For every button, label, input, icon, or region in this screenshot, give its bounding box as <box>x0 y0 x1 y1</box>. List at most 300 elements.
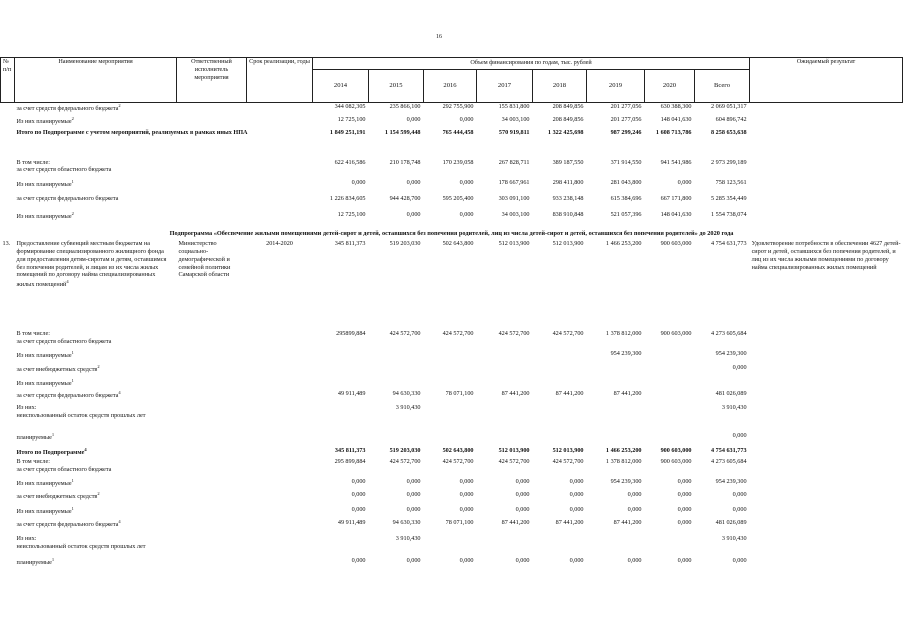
footnote-mark: 1 <box>71 378 74 384</box>
total-cell: 4 754 631,773 <box>710 447 747 455</box>
value-cell <box>424 350 477 364</box>
row-label <box>15 378 313 390</box>
row-label <box>15 447 313 458</box>
row-number <box>1 458 15 478</box>
footnote-mark: 2 <box>71 115 74 121</box>
row-number <box>1 129 15 159</box>
value-cell <box>424 404 477 432</box>
value-cell: 298 411,800 <box>552 178 584 186</box>
total-cell: 604 896,742 <box>715 115 747 123</box>
row-number <box>1 491 15 506</box>
value-cell <box>533 364 587 378</box>
row-number <box>1 506 15 519</box>
total-cell: 0,000 <box>732 364 747 372</box>
col-responsible-header: Ответственный исполнитель мероприятия <box>177 58 247 103</box>
result-cell <box>750 390 903 404</box>
value-cell: 94 630,330 <box>392 390 421 398</box>
value-cell: 201 277,056 <box>610 103 642 110</box>
value-cell: 295 899,884 <box>334 458 366 466</box>
row-label <box>15 179 313 195</box>
table-row <box>1 557 903 574</box>
row-label <box>15 330 313 350</box>
total-cell: 481 026,089 <box>715 390 747 398</box>
row-label <box>15 432 313 447</box>
row-label-text: за счет средств федерального бюджета <box>16 521 119 529</box>
value-cell <box>645 378 695 390</box>
col-funding-header: Объем финансирования по годам, тыс. рублей <box>313 58 750 70</box>
total-cell: 2 069 051,317 <box>710 103 747 110</box>
value-cell: 512 013,900 <box>552 240 584 248</box>
value-cell: 0,000 <box>406 178 421 186</box>
result-cell <box>750 557 903 574</box>
row-label-text: за счет средств федерального бюджета <box>16 392 119 400</box>
value-cell: 0,000 <box>459 491 474 499</box>
value-cell <box>477 378 533 390</box>
row-number <box>1 378 15 390</box>
row-label-text: Из них планируемые <box>16 180 72 188</box>
row-label <box>15 159 313 179</box>
value-cell <box>645 535 695 557</box>
value-cell: 630 388,300 <box>660 103 692 110</box>
value-cell <box>587 364 645 378</box>
row-label <box>15 195 313 211</box>
value-cell: 0,000 <box>406 210 421 218</box>
table-row <box>1 350 903 364</box>
value-cell: 900 603,000 <box>660 330 692 338</box>
total-cell <box>695 378 750 390</box>
total-cell: 5 285 354,449 <box>710 194 747 202</box>
value-cell: 521 057,396 <box>610 210 642 218</box>
total-cell: 8 258 653,638 <box>710 128 747 136</box>
value-cell: 208 849,856 <box>552 103 584 110</box>
table-row <box>1 478 903 491</box>
value-cell: 954 239,300 <box>610 478 642 486</box>
value-cell: 900 603,000 <box>660 240 692 248</box>
table-row <box>1 378 903 390</box>
period-cell: 2014-2020 <box>266 240 293 248</box>
row-number <box>1 116 15 129</box>
row-label <box>15 535 313 557</box>
value-cell: 201 277,056 <box>610 115 642 123</box>
value-cell: 148 041,630 <box>660 210 692 218</box>
value-cell <box>313 350 369 364</box>
value-cell: 87 441,200 <box>613 519 642 527</box>
result-cell <box>750 535 903 557</box>
value-cell: 1 466 253,200 <box>605 447 642 455</box>
row-label-text: В том числе: за счет средств областного бюджета <box>16 158 112 174</box>
total-cell: 4 754 631,773 <box>710 240 747 248</box>
value-cell <box>313 378 369 390</box>
value-cell: 502 643,800 <box>442 447 474 455</box>
value-cell <box>645 364 695 378</box>
row-number <box>1 390 15 404</box>
value-cell: 303 091,100 <box>498 194 530 202</box>
total-cell: 954 239,300 <box>715 350 747 358</box>
total-header: Всего <box>695 70 750 103</box>
footnote-mark: 2 <box>97 491 100 497</box>
value-cell: 0,000 <box>677 178 692 186</box>
footnote-mark: 4 <box>66 279 69 285</box>
value-cell <box>533 404 587 432</box>
value-cell: 0,000 <box>351 506 366 514</box>
value-cell: 34 003,100 <box>501 210 530 218</box>
year-header: 2016 <box>424 70 477 103</box>
value-cell: 3 910,430 <box>395 404 421 412</box>
total-cell: 481 026,089 <box>715 519 747 527</box>
value-cell: 1 322 425,698 <box>547 128 584 136</box>
result-cell <box>750 478 903 491</box>
value-cell <box>313 364 369 378</box>
value-cell: 0,000 <box>677 519 692 527</box>
value-cell: 0,000 <box>351 557 366 565</box>
table-row <box>1 519 903 535</box>
result-cell <box>750 350 903 364</box>
value-cell: 235 866,100 <box>389 103 421 110</box>
value-cell <box>369 350 424 364</box>
value-cell: 622 416,586 <box>334 158 366 166</box>
row-number <box>1 478 15 491</box>
result-cell <box>750 116 903 129</box>
responsible-cell: Министерство социально-демографической и семейной политики Самарской области <box>178 240 231 279</box>
footnote-mark: 1 <box>71 506 74 512</box>
col-period-header: Срок реализации, годы <box>247 58 313 103</box>
total-cell: 0,000 <box>732 432 747 440</box>
total-cell: 4 273 605,684 <box>710 330 747 338</box>
financing-table <box>0 57 903 574</box>
table-row <box>1 179 903 195</box>
value-cell: 0,000 <box>627 506 642 514</box>
table-row <box>1 211 903 227</box>
value-cell: 155 831,800 <box>498 103 530 110</box>
value-cell: 267 828,711 <box>498 158 530 166</box>
footnote-mark: 1 <box>71 350 74 356</box>
value-cell <box>369 378 424 390</box>
value-cell: 292 755,900 <box>442 103 474 110</box>
result-cell <box>750 404 903 432</box>
value-cell: 178 667,961 <box>498 178 530 186</box>
row-label-text: Из них планируемые <box>16 352 72 360</box>
value-cell: 389 187,550 <box>552 158 584 166</box>
row-number <box>1 211 15 227</box>
table-row <box>1 364 903 378</box>
value-cell: 424 572,700 <box>498 330 530 338</box>
row-label <box>15 506 313 519</box>
value-cell: 0,000 <box>459 557 474 565</box>
value-cell <box>477 350 533 364</box>
table-row <box>1 116 903 129</box>
row-label <box>15 350 313 364</box>
value-cell: 87 441,200 <box>555 519 584 527</box>
row-number: 13. <box>2 240 11 248</box>
value-cell: 0,000 <box>515 478 530 486</box>
footnote-mark: 2 <box>97 364 100 370</box>
row-label-text: за счет внебюджетных средств <box>16 493 98 501</box>
table-row <box>1 195 903 211</box>
result-cell <box>750 378 903 390</box>
value-cell: 78 071,100 <box>445 519 474 527</box>
value-cell: 944 428,700 <box>389 194 421 202</box>
value-cell: 595 205,400 <box>442 194 474 202</box>
row-number <box>1 179 15 195</box>
value-cell: 0,000 <box>406 557 421 565</box>
value-cell: 78 071,100 <box>445 390 474 398</box>
result-cell <box>750 506 903 519</box>
col-name-header: Наименование мероприятия <box>15 58 177 103</box>
value-cell <box>533 350 587 364</box>
year-header: 2014 <box>313 70 369 103</box>
value-cell: 1 378 812,000 <box>605 330 642 338</box>
page-number: 16 <box>436 34 442 40</box>
row-number <box>1 535 15 557</box>
col-number-header: № п/п <box>1 58 15 103</box>
row-label-text: Из них планируемые <box>16 380 72 388</box>
value-cell <box>313 535 369 557</box>
row-label <box>15 390 313 404</box>
value-cell: 0,000 <box>351 478 366 486</box>
value-cell: 87 441,200 <box>555 390 584 398</box>
row-label <box>15 478 313 491</box>
value-cell: 424 572,700 <box>389 458 421 466</box>
row-label-text: Из них: неиспользованный остаток средств прошлых лет <box>16 404 146 420</box>
value-cell: 1 608 713,786 <box>655 128 692 136</box>
value-cell: 49 911,489 <box>337 390 366 398</box>
value-cell: 34 003,100 <box>501 115 530 123</box>
result-cell <box>750 364 903 378</box>
value-cell <box>424 364 477 378</box>
footnote-mark: 4 <box>118 390 121 396</box>
value-cell: 208 849,856 <box>552 115 584 123</box>
value-cell: 1 154 599,448 <box>384 128 421 136</box>
year-header: 2017 <box>477 70 533 103</box>
value-cell: 424 572,700 <box>498 458 530 466</box>
row-label <box>15 129 313 159</box>
row-number <box>1 103 15 116</box>
value-cell <box>369 364 424 378</box>
footnote-mark: 4 <box>84 447 87 453</box>
value-cell <box>645 390 695 404</box>
value-cell <box>587 378 645 390</box>
value-cell: 0,000 <box>351 491 366 499</box>
value-cell: 0,000 <box>677 478 692 486</box>
value-cell: 0,000 <box>677 491 692 499</box>
value-cell: 512 013,900 <box>498 447 530 455</box>
result-cell <box>750 491 903 506</box>
table-row <box>1 506 903 519</box>
value-cell: 512 013,900 <box>498 240 530 248</box>
row-label-text: планируемые <box>16 434 52 442</box>
value-cell <box>477 432 533 447</box>
row-label-text: Из них: неиспользованный остаток средств прошлых лет <box>16 535 146 551</box>
value-cell: 87 441,200 <box>501 390 530 398</box>
value-cell <box>533 378 587 390</box>
value-cell: 0,000 <box>459 506 474 514</box>
value-cell: 838 910,848 <box>552 210 584 218</box>
result-cell <box>750 211 903 227</box>
value-cell: 424 572,700 <box>552 330 584 338</box>
value-cell: 0,000 <box>515 506 530 514</box>
value-cell: 0,000 <box>406 491 421 499</box>
value-cell: 345 811,373 <box>334 447 366 455</box>
total-cell: 2 973 299,189 <box>710 158 747 166</box>
year-header: 2015 <box>369 70 424 103</box>
value-cell <box>645 432 695 447</box>
value-cell: 148 041,630 <box>660 115 692 123</box>
value-cell: 0,000 <box>406 115 421 123</box>
value-cell: 570 919,811 <box>498 128 530 136</box>
value-cell: 0,000 <box>677 557 692 565</box>
footnote-mark: 1 <box>51 432 55 438</box>
table-row <box>1 159 903 179</box>
value-cell <box>587 432 645 447</box>
row-number <box>1 330 15 350</box>
value-cell: 0,000 <box>351 178 366 186</box>
value-cell: 424 572,700 <box>442 330 474 338</box>
subprogram-title: Подпрограмма «Обеспечение жилыми помещениями детей-сирот и детей, оставшихся без попечения родителей, лиц из числа детей-сирот и детей, оставшихся без попечения родителей» до 2020 года <box>169 229 734 237</box>
row-label <box>15 211 313 227</box>
value-cell <box>645 350 695 364</box>
value-cell <box>587 535 645 557</box>
total-cell: 4 273 605,684 <box>710 458 747 466</box>
value-cell <box>369 432 424 447</box>
value-cell: 667 171,800 <box>660 194 692 202</box>
value-cell: 295899,884 <box>336 330 366 338</box>
value-cell: 987 299,246 <box>610 128 642 136</box>
result-cell <box>750 159 903 179</box>
table-row <box>1 103 903 116</box>
value-cell: 424 572,700 <box>552 458 584 466</box>
value-cell <box>424 535 477 557</box>
row-label <box>15 116 313 129</box>
table-row <box>1 432 903 447</box>
value-cell: 0,000 <box>677 506 692 514</box>
result-cell <box>750 129 903 159</box>
value-cell: 12 725,100 <box>337 210 366 218</box>
row-label-text: В том числе: за счет средств областного бюджета <box>16 330 112 346</box>
table-row <box>1 447 903 458</box>
value-cell: 1 226 834,605 <box>329 194 366 202</box>
value-cell: 1 849 251,191 <box>329 128 366 136</box>
value-cell: 1 466 253,200 <box>605 240 642 248</box>
footnote-mark: 1 <box>71 478 74 484</box>
row-number <box>1 557 15 574</box>
value-cell: 519 203,030 <box>389 240 421 248</box>
row-label-text: Итого по Подпрограмме <box>16 449 85 457</box>
row-label-text: Из них планируемые <box>16 117 72 125</box>
row-label <box>15 557 313 574</box>
value-cell: 210 178,748 <box>389 158 421 166</box>
row-number <box>1 404 15 432</box>
result-cell <box>750 447 903 458</box>
year-header: 2020 <box>645 70 695 103</box>
value-cell <box>424 378 477 390</box>
total-cell: 954 239,300 <box>715 478 747 486</box>
measure-row <box>1 240 903 330</box>
table-row <box>1 458 903 478</box>
value-cell <box>533 432 587 447</box>
result-cell <box>750 432 903 447</box>
row-label <box>15 491 313 506</box>
footnote-mark: 1 <box>51 557 55 563</box>
value-cell: 345 811,373 <box>334 240 366 248</box>
value-cell: 0,000 <box>406 478 421 486</box>
table-row <box>1 330 903 350</box>
total-cell: 0,000 <box>732 506 747 514</box>
value-cell: 519 203,030 <box>389 447 421 455</box>
value-cell <box>587 404 645 432</box>
value-cell: 87 441,200 <box>613 390 642 398</box>
table-row <box>1 129 903 159</box>
value-cell: 0,000 <box>627 491 642 499</box>
value-cell <box>313 404 369 432</box>
footnote-mark: 1 <box>71 178 74 184</box>
table-row <box>1 535 903 557</box>
row-number <box>1 159 15 179</box>
value-cell: 94 630,330 <box>392 519 421 527</box>
value-cell: 344 082,305 <box>334 103 366 110</box>
row-label <box>15 364 313 378</box>
table-row <box>1 390 903 404</box>
row-label-text: планируемые <box>16 559 52 567</box>
value-cell: 0,000 <box>459 178 474 186</box>
year-header: 2019 <box>587 70 645 103</box>
value-cell: 512 013,900 <box>552 447 584 455</box>
row-label-text: за счет средств федерального бюджета <box>16 194 119 202</box>
footnote-mark: 2 <box>71 210 74 216</box>
row-number <box>1 432 15 447</box>
row-label <box>15 404 313 432</box>
total-cell: 758 123,561 <box>715 178 747 186</box>
value-cell: 0,000 <box>569 557 584 565</box>
value-cell: 0,000 <box>459 478 474 486</box>
total-cell: 1 554 738,074 <box>710 210 747 218</box>
value-cell: 1 378 812,000 <box>605 458 642 466</box>
value-cell: 765 444,458 <box>442 128 474 136</box>
value-cell: 424 572,700 <box>389 330 421 338</box>
value-cell: 900 603,000 <box>660 458 692 466</box>
value-cell: 0,000 <box>627 557 642 565</box>
value-cell: 12 725,100 <box>337 115 366 123</box>
value-cell <box>533 535 587 557</box>
value-cell: 49 911,489 <box>337 519 366 527</box>
value-cell: 0,000 <box>569 491 584 499</box>
table-body <box>1 103 903 575</box>
result-cell <box>750 519 903 535</box>
value-cell: 941 541,986 <box>660 158 692 166</box>
year-header: 2018 <box>533 70 587 103</box>
total-cell: 0,000 <box>732 557 747 565</box>
subprogram-row <box>1 227 903 241</box>
value-cell: 87 441,200 <box>501 519 530 527</box>
row-number <box>1 519 15 535</box>
value-cell: 0,000 <box>515 491 530 499</box>
row-label-text: Итого по Подпрограмме с учетом мероприятий, реализуемых в рамках иных НПА <box>16 128 248 136</box>
value-cell: 0,000 <box>569 506 584 514</box>
row-label-text: за счет внебюджетных средств <box>16 366 98 374</box>
value-cell: 0,000 <box>459 210 474 218</box>
value-cell: 0,000 <box>459 115 474 123</box>
value-cell: 0,000 <box>406 506 421 514</box>
result-cell <box>750 179 903 195</box>
value-cell: 954 239,300 <box>610 350 642 358</box>
value-cell: 170 239,058 <box>442 158 474 166</box>
value-cell: 900 603,000 <box>660 447 692 455</box>
total-cell: 0,000 <box>732 491 747 499</box>
row-label <box>15 519 313 535</box>
result-cell <box>750 458 903 478</box>
value-cell <box>645 404 695 432</box>
value-cell: 424 572,700 <box>442 458 474 466</box>
row-label-text: Из них планируемые <box>16 480 72 488</box>
